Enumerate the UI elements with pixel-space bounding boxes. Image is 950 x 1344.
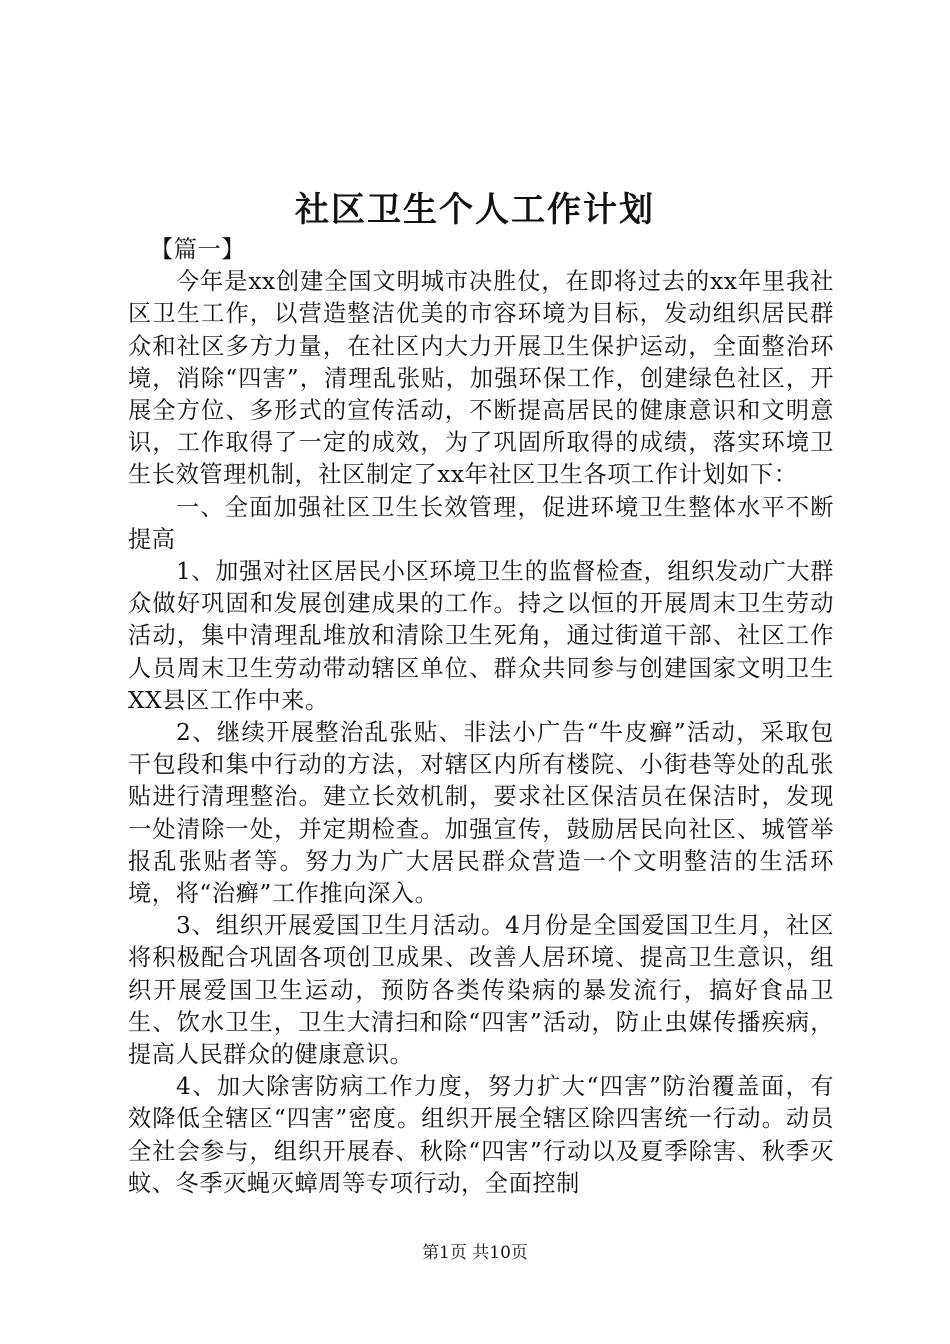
paragraph-intro: 今年是xx创建全国文明城市决胜仗，在即将过去的xx年里我社区卫生工作，以营造整洁优美的市容环境为目标，发动组织居民群众和社区多方力量，在社区内大力开展卫生保护运动，全面整治环境，消除“四害”，清理乱张贴，加强环保工作，创建绿色社区，开展全方位、多形式的宣传活动，不断提高居民的健康意识和文明意识，工作取得了一定的成效，为了巩固所取得的成绩，落实环境卫生长效管理机制，社区制定了xx年社区卫生各项工作计划如下：: [128, 268, 834, 489]
section-tag: 【篇一】: [150, 236, 246, 263]
document-title: 社区卫生个人工作计划: [295, 190, 655, 230]
paragraph-item-1: 1、加强对社区居民小区环境卫生的监督检查，组织发动广大群众做好巩固和发展创建成果的工作。持之以恒的开展周末卫生劳动活动，集中清理乱堆放和清除卫生死角，通过街道干部、社区工作人员周末卫生劳动带动辖区单位、群众共同参与创建国家文明卫生XX县区工作中来。: [128, 558, 834, 714]
paragraph-item-4: 4、加大除害防病工作力度，努力扩大“四害”防治覆盖面，有效降低全辖区“四害”密度。组织开展全辖区除四害统一行动。动员全社会参与，组织开展春、秋除“四害”行动以及夏季除害、秋季灭蚊、冬季灭蝇灭蟑周等专项行动，全面控制: [128, 1073, 834, 1197]
section-heading: 一、全面加强社区卫生长效管理，促进环境卫生整体水平不断提高: [128, 493, 834, 553]
paragraph-item-2: 2、继续开展整治乱张贴、非法小广告“牛皮癣”活动，采取包干包段和集中行动的方法，对辖区内所有楼院、小街巷等处的乱张贴进行清理整治。建立长效机制，要求社区保洁员在保洁时，发现一处清除一处，并定期检查。加强宣传，鼓励居民向社区、城管举报乱张贴者等。努力为广大居民群众营造一个文明整洁的生活环境，将“治癣”工作推向深入。: [128, 719, 834, 908]
page-number-footer: 第1页 共10页: [422, 1243, 528, 1263]
document-body: [128, 234, 834, 1200]
paragraph-item-3: 3、组织开展爱国卫生月活动。4月份是全国爱国卫生月，社区将积极配合巩固各项创卫成果、改善人居环境、提高卫生意识，组织开展爱国卫生运动，预防各类传染病的暴发流行，搞好食品卫生、饮水卫生，卫生大清扫和除“四害”活动，防止虫媒传播疾病，提高人民群众的健康意识。: [128, 912, 834, 1069]
